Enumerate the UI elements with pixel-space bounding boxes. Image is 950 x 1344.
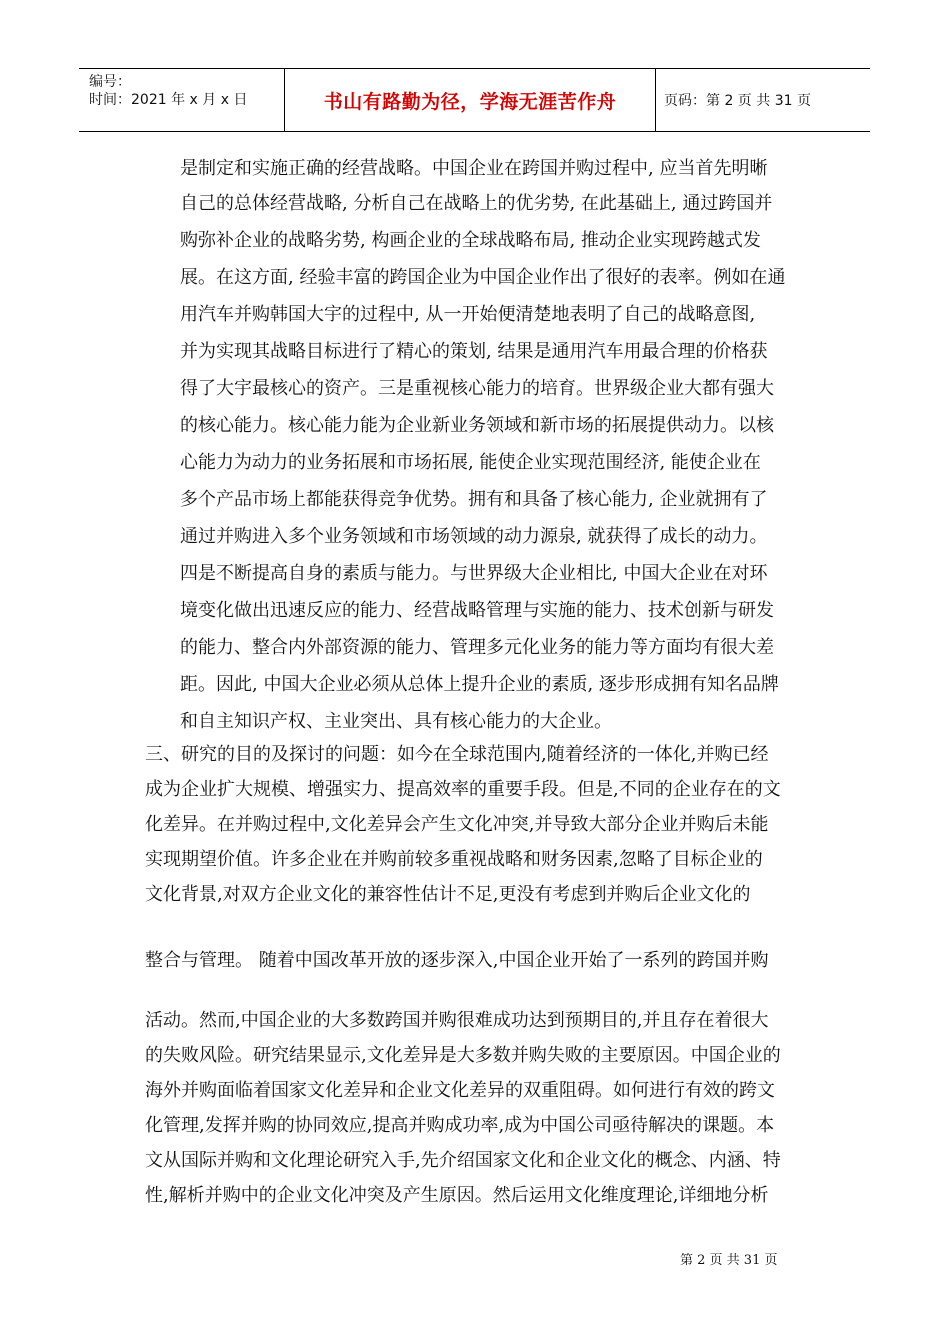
body-line: 化差异。在并购过程中,文化差异会产生文化冲突,并导致大部分企业并购后未能 [145,814,769,835]
body-line: 化管理,发挥并购的协同效应,提高并购成功率,成为中国公司亟待解决的课题。本 [145,1115,775,1136]
page-footer: 第 2 页 共 31 页 [680,1253,778,1268]
body-line: 距。因此, 中国大企业必须从总体上提升企业的素质, 逐步形成拥有知名品牌 [180,674,779,695]
body-line: 展。在这方面, 经验丰富的跨国企业为中国企业作出了很好的表率。例如在通 [180,267,786,288]
body-line: 自己的总体经营战略, 分析自己在战略上的优劣势, 在此基础上, 通过跨国并 [180,193,773,214]
body-line: 是制定和实施正确的经营战略。中国企业在跨国并购过程中, 应当首先明晰 [180,158,768,179]
body-line: 的核心能力。核心能力能为企业新业务领域和新市场的拓展提供动力。以核 [180,415,774,436]
body-line: 活动。然而,中国企业的大多数跨国并购很难成功达到预期目的,并且存在着很大 [145,1010,769,1031]
body-line: 整合与管理。 随着中国改革开放的逐步深入,中国企业开始了一系列的跨国并购 [145,950,769,971]
body-line: 并为实现其战略目标进行了精心的策划, 结果是通用汽车用最合理的价格获 [180,341,768,362]
body-line: 的失败风险。研究结果显示,文化差异是大多数并购失败的主要原因。中国企业的 [145,1045,781,1066]
body-line: 的能力、整合内外部资源的能力、管理多元化业务的能力等方面均有很大差 [180,637,774,658]
header-page-info: 页码：第 2 页 共 31 页 [664,93,811,109]
header-motto: 书山有路勤为径，学海无涯苦作舟 [323,90,617,113]
body-line: 通过并购进入多个业务领域和市场领域的动力源泉, 就获得了成长的动力。 [180,526,768,547]
body-line: 多个产品市场上都能获得竞争优势。拥有和具备了核心能力, 企业就拥有了 [180,489,768,510]
body-line: 海外并购面临着国家文化差异和企业文化差异的双重阻碍。如何进行有效的跨文 [145,1080,775,1101]
body-line: 和自主知识产权、主业突出、具有核心能力的大企业。 [180,711,612,732]
body-line: 购弥补企业的战略劣势, 构画企业的全球战略布局, 推动企业实现跨越式发 [180,230,761,251]
body-line: 文从国际并购和文化理论研究入手,先介绍国家文化和企业文化的概念、内涵、特 [145,1150,781,1171]
body-line: 实现期望价值。许多企业在并购前较多重视战略和财务因素,忽略了目标企业的 [145,849,763,870]
body-line: 成为企业扩大规模、增强实力、提高效率的重要手段。但是,不同的企业存在的文 [145,779,781,800]
body-line: 性,解析并购中的企业文化冲突及产生原因。然后运用文化维度理论,详细地分析 [145,1185,769,1206]
body-line: 四是不断提高自身的素质与能力。与世界级大企业相比, 中国大企业在对环 [180,563,768,584]
header-number-label: 编号： [89,74,131,90]
body-line: 得了大宇最核心的资产。三是重视核心能力的培育。世界级企业大都有强大 [180,378,774,399]
header-time-label: 时间：2021 年 x 月 x 日 [89,92,248,108]
body-line: 境变化做出迅速反应的能力、经营战略管理与实施的能力、技术创新与研发 [180,600,774,621]
body-line: 用汽车并购韩国大宇的过程中, 从一开始便清楚地表明了自己的战略意图, [180,304,756,325]
body-line: 三、研究的目的及探讨的问题：如今在全球范围内,随着经济的一体化,并购已经 [145,744,769,765]
body-line: 文化背景,对双方企业文化的兼容性估计不足,更没有考虑到并购后企业文化的 [145,884,751,905]
body-line: 心能力为动力的业务拓展和市场拓展, 能使企业实现范围经济, 能使企业在 [180,452,761,473]
